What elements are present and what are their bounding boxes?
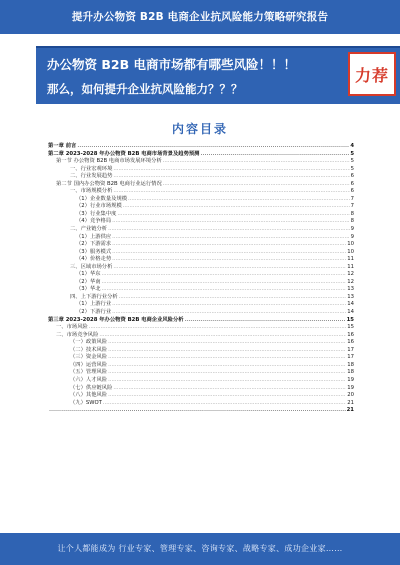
toc-entry-title: 一、市场规模分析 (70, 188, 113, 195)
toc-leader-dots (102, 279, 347, 287)
footer-slogan: 让个人都能成为 行业专家、管理专家、咨询专家、战略专家、成功企业家…… (57, 544, 343, 553)
toc-leader-dots (49, 407, 346, 415)
toc-leader-dots (108, 354, 346, 362)
bottom-banner (0, 533, 400, 565)
toc-entry[interactable] (48, 218, 354, 226)
toc-entry[interactable] (48, 226, 354, 234)
toc-leader-dots (119, 294, 347, 302)
toc-leader-dots (200, 151, 349, 159)
toc-entry-page: 11 (347, 263, 354, 270)
toc-entry-page: 11 (347, 256, 354, 263)
toc-entry-page: 6 (350, 188, 354, 195)
toc-leader-dots (112, 309, 346, 317)
toc-entry[interactable] (48, 339, 354, 347)
toc-entry-title: （1）华东 (76, 271, 101, 278)
toc-entry-page: 18 (347, 369, 354, 376)
toc-entry[interactable] (48, 309, 354, 317)
hero-subheadline: 那么，如何提升企业抗风险能力？？？ (47, 82, 243, 96)
toc-leader-dots (112, 218, 349, 226)
toc-entry[interactable] (48, 173, 354, 181)
toc-entry-page: 12 (347, 278, 354, 285)
toc-leader-dots (102, 271, 347, 279)
toc-entry[interactable] (48, 324, 354, 332)
toc-leader-dots (112, 256, 346, 264)
toc-leader-dots (117, 211, 349, 219)
toc-entry-title: （一）政策风险 (70, 339, 108, 346)
toc-leader-dots (108, 226, 350, 234)
toc-entry-title: 一、行业宏观环境 (70, 165, 113, 172)
toc-leader-dots (108, 339, 346, 347)
toc-leader-dots (112, 234, 349, 242)
toc-entry-page: 10 (347, 248, 354, 255)
toc-entry-page: 17 (347, 346, 354, 353)
toc-entry-page: 9 (350, 233, 354, 240)
toc-entry-title: （2）华南 (76, 278, 101, 285)
toc-entry-page: 5 (350, 150, 354, 157)
toc-entry-title: 三、区域市场分析 (70, 263, 113, 270)
toc-entry-title: （2）下游行业 (76, 309, 112, 316)
toc-entry-page: 14 (347, 309, 354, 316)
brand-logo: 力荐 (348, 52, 396, 96)
toc-entry-page: 18 (347, 361, 354, 368)
toc-entry-page: 14 (347, 301, 354, 308)
toc-entry-title: （3）华北 (76, 286, 101, 293)
toc-leader-dots (113, 166, 349, 174)
toc-entry-title: （4）竞争格局 (76, 218, 112, 225)
toc-leader-dots (113, 188, 349, 196)
toc-entry-page: 16 (347, 331, 354, 338)
report-title: 提升办公物资 B2B 电商企业抗风险能力策略研究报告 (71, 11, 329, 23)
toc-leader-dots (108, 392, 346, 400)
toc-entry-title: （三）资金风险 (70, 354, 108, 361)
toc-leader-dots (102, 286, 347, 294)
toc-entry-page: 8 (350, 210, 354, 217)
toc-entry-title: （4）价格走势 (76, 256, 112, 263)
toc-entry-title: 第一章 前言 (48, 143, 77, 149)
toc-entry-page: 21 (346, 407, 354, 414)
toc-entry-page: 13 (347, 293, 354, 300)
toc-entry[interactable] (48, 143, 354, 151)
toc-entry-title: （九）SWOT (70, 399, 102, 406)
toc-leader-dots (108, 362, 346, 370)
toc-entry-title: 第一节 办公物资 B2B 电商市场发展环境分析 (56, 158, 162, 165)
toc-entry-title: （2）下游需求 (76, 241, 112, 248)
toc-leader-dots (103, 400, 346, 408)
toc-entry[interactable] (48, 241, 354, 249)
toc-entry-title: （六）人才风险 (70, 376, 108, 383)
toc-entry-page: 19 (347, 384, 354, 391)
toc-leader-dots (163, 158, 350, 166)
toc-entry[interactable] (48, 158, 354, 166)
toc-entry-page: 21 (347, 399, 354, 406)
toc-leader-dots (113, 385, 346, 393)
toc-entry-title: （八）其他风险 (70, 392, 108, 399)
toc-entry-page: 16 (347, 339, 354, 346)
toc-leader-dots (185, 317, 346, 325)
toc-entry-page: 9 (350, 226, 354, 233)
toc-entry[interactable] (48, 188, 354, 196)
toc-entry[interactable] (48, 151, 354, 159)
toc-leader-dots (112, 241, 346, 249)
toc-leader-dots (112, 249, 346, 257)
toc-entry-page: 5 (350, 165, 354, 172)
toc-entry-title: （1）企业数量及规模 (76, 195, 128, 202)
toc-entry-title: 一、市场风险 (56, 324, 88, 331)
toc-leader-dots (108, 377, 346, 385)
toc-leader-dots (128, 196, 350, 204)
toc-entry-title: （1）上游行业 (76, 301, 112, 308)
toc-entry-page: 19 (347, 376, 354, 383)
toc-leader-dots (123, 203, 350, 211)
toc-entry-page: 7 (350, 195, 354, 202)
toc-entry-title: 第二章 2023-2028 年办公物资 B2B 电商市场背景及趋势预测 (48, 150, 200, 157)
toc-leader-dots (112, 301, 346, 309)
toc-entry-title: 二、市场竞争风险 (56, 331, 99, 338)
toc-entry-page: 6 (350, 173, 354, 180)
toc-entry[interactable] (48, 301, 354, 309)
toc-entry[interactable] (48, 385, 354, 393)
toc-entry[interactable] (48, 354, 354, 362)
toc-entry-page: 7 (350, 203, 354, 210)
toc-entry[interactable] (48, 234, 354, 242)
toc-entry-title: （七）供应链风险 (70, 384, 113, 391)
toc-entry-title: （五）管理风险 (70, 369, 108, 376)
toc-entry-page: 15 (346, 316, 354, 323)
toc-leader-dots (163, 181, 350, 189)
toc-entry-title: （1）上游供应 (76, 233, 112, 240)
toc-entry[interactable] (48, 203, 354, 211)
toc-entry[interactable] (48, 271, 354, 279)
toc-entry-title: 二、行业发展趋势 (70, 173, 113, 180)
toc-entry-page: 17 (347, 354, 354, 361)
toc-leader-dots (108, 347, 346, 355)
toc-entry[interactable] (48, 400, 354, 408)
toc-entry-title: （2）行业市场规模 (76, 203, 122, 210)
toc-entry-page: 15 (347, 324, 354, 331)
toc-entry-page: 20 (347, 392, 354, 399)
toc-entry[interactable] (48, 407, 354, 415)
top-banner (0, 0, 400, 34)
toc-entry[interactable] (48, 286, 354, 294)
toc-entry-page: 13 (347, 286, 354, 293)
toc-entry[interactable] (48, 369, 354, 377)
toc-entry-title: （二）技术风险 (70, 346, 108, 353)
toc-entry-title: 第二节 国内办公物资 B2B 电商行业运行情况 (56, 180, 162, 187)
hero-banner (36, 46, 400, 104)
table-of-contents (48, 143, 354, 415)
toc-leader-dots (108, 369, 346, 377)
toc-entry-title: （四）运营风险 (70, 361, 108, 368)
toc-entry-title: 第三章 2023-2028 年办公物资 B2B 电商企业风险分析 (48, 316, 184, 323)
toc-entry[interactable] (48, 377, 354, 385)
toc-entry-title: 二、产业链分析 (70, 226, 108, 233)
toc-entry[interactable] (48, 392, 354, 400)
toc-heading: 内容目录 (171, 122, 228, 136)
toc-entry-title: 四、上下游行业分析 (70, 293, 118, 300)
toc-entry-page: 6 (350, 180, 354, 187)
toc-entry[interactable] (48, 317, 354, 325)
toc-entry-title: （3）行业集中度 (76, 210, 117, 217)
toc-entry-page: 10 (347, 241, 354, 248)
toc-entry-page: 8 (350, 218, 354, 225)
toc-entry-title: （3）服务模式 (76, 248, 112, 255)
toc-entry-page: 4 (350, 143, 354, 149)
toc-entry-page: 12 (347, 271, 354, 278)
toc-entry[interactable] (48, 256, 354, 264)
toc-leader-dots (89, 324, 346, 332)
toc-leader-dots (113, 264, 346, 272)
toc-leader-dots (77, 143, 349, 151)
toc-entry-page: 5 (350, 158, 354, 165)
toc-leader-dots (113, 173, 349, 181)
hero-headline: 办公物资 B2B 电商市场都有哪些风险！！！ (47, 57, 296, 72)
toc-leader-dots (99, 332, 346, 340)
